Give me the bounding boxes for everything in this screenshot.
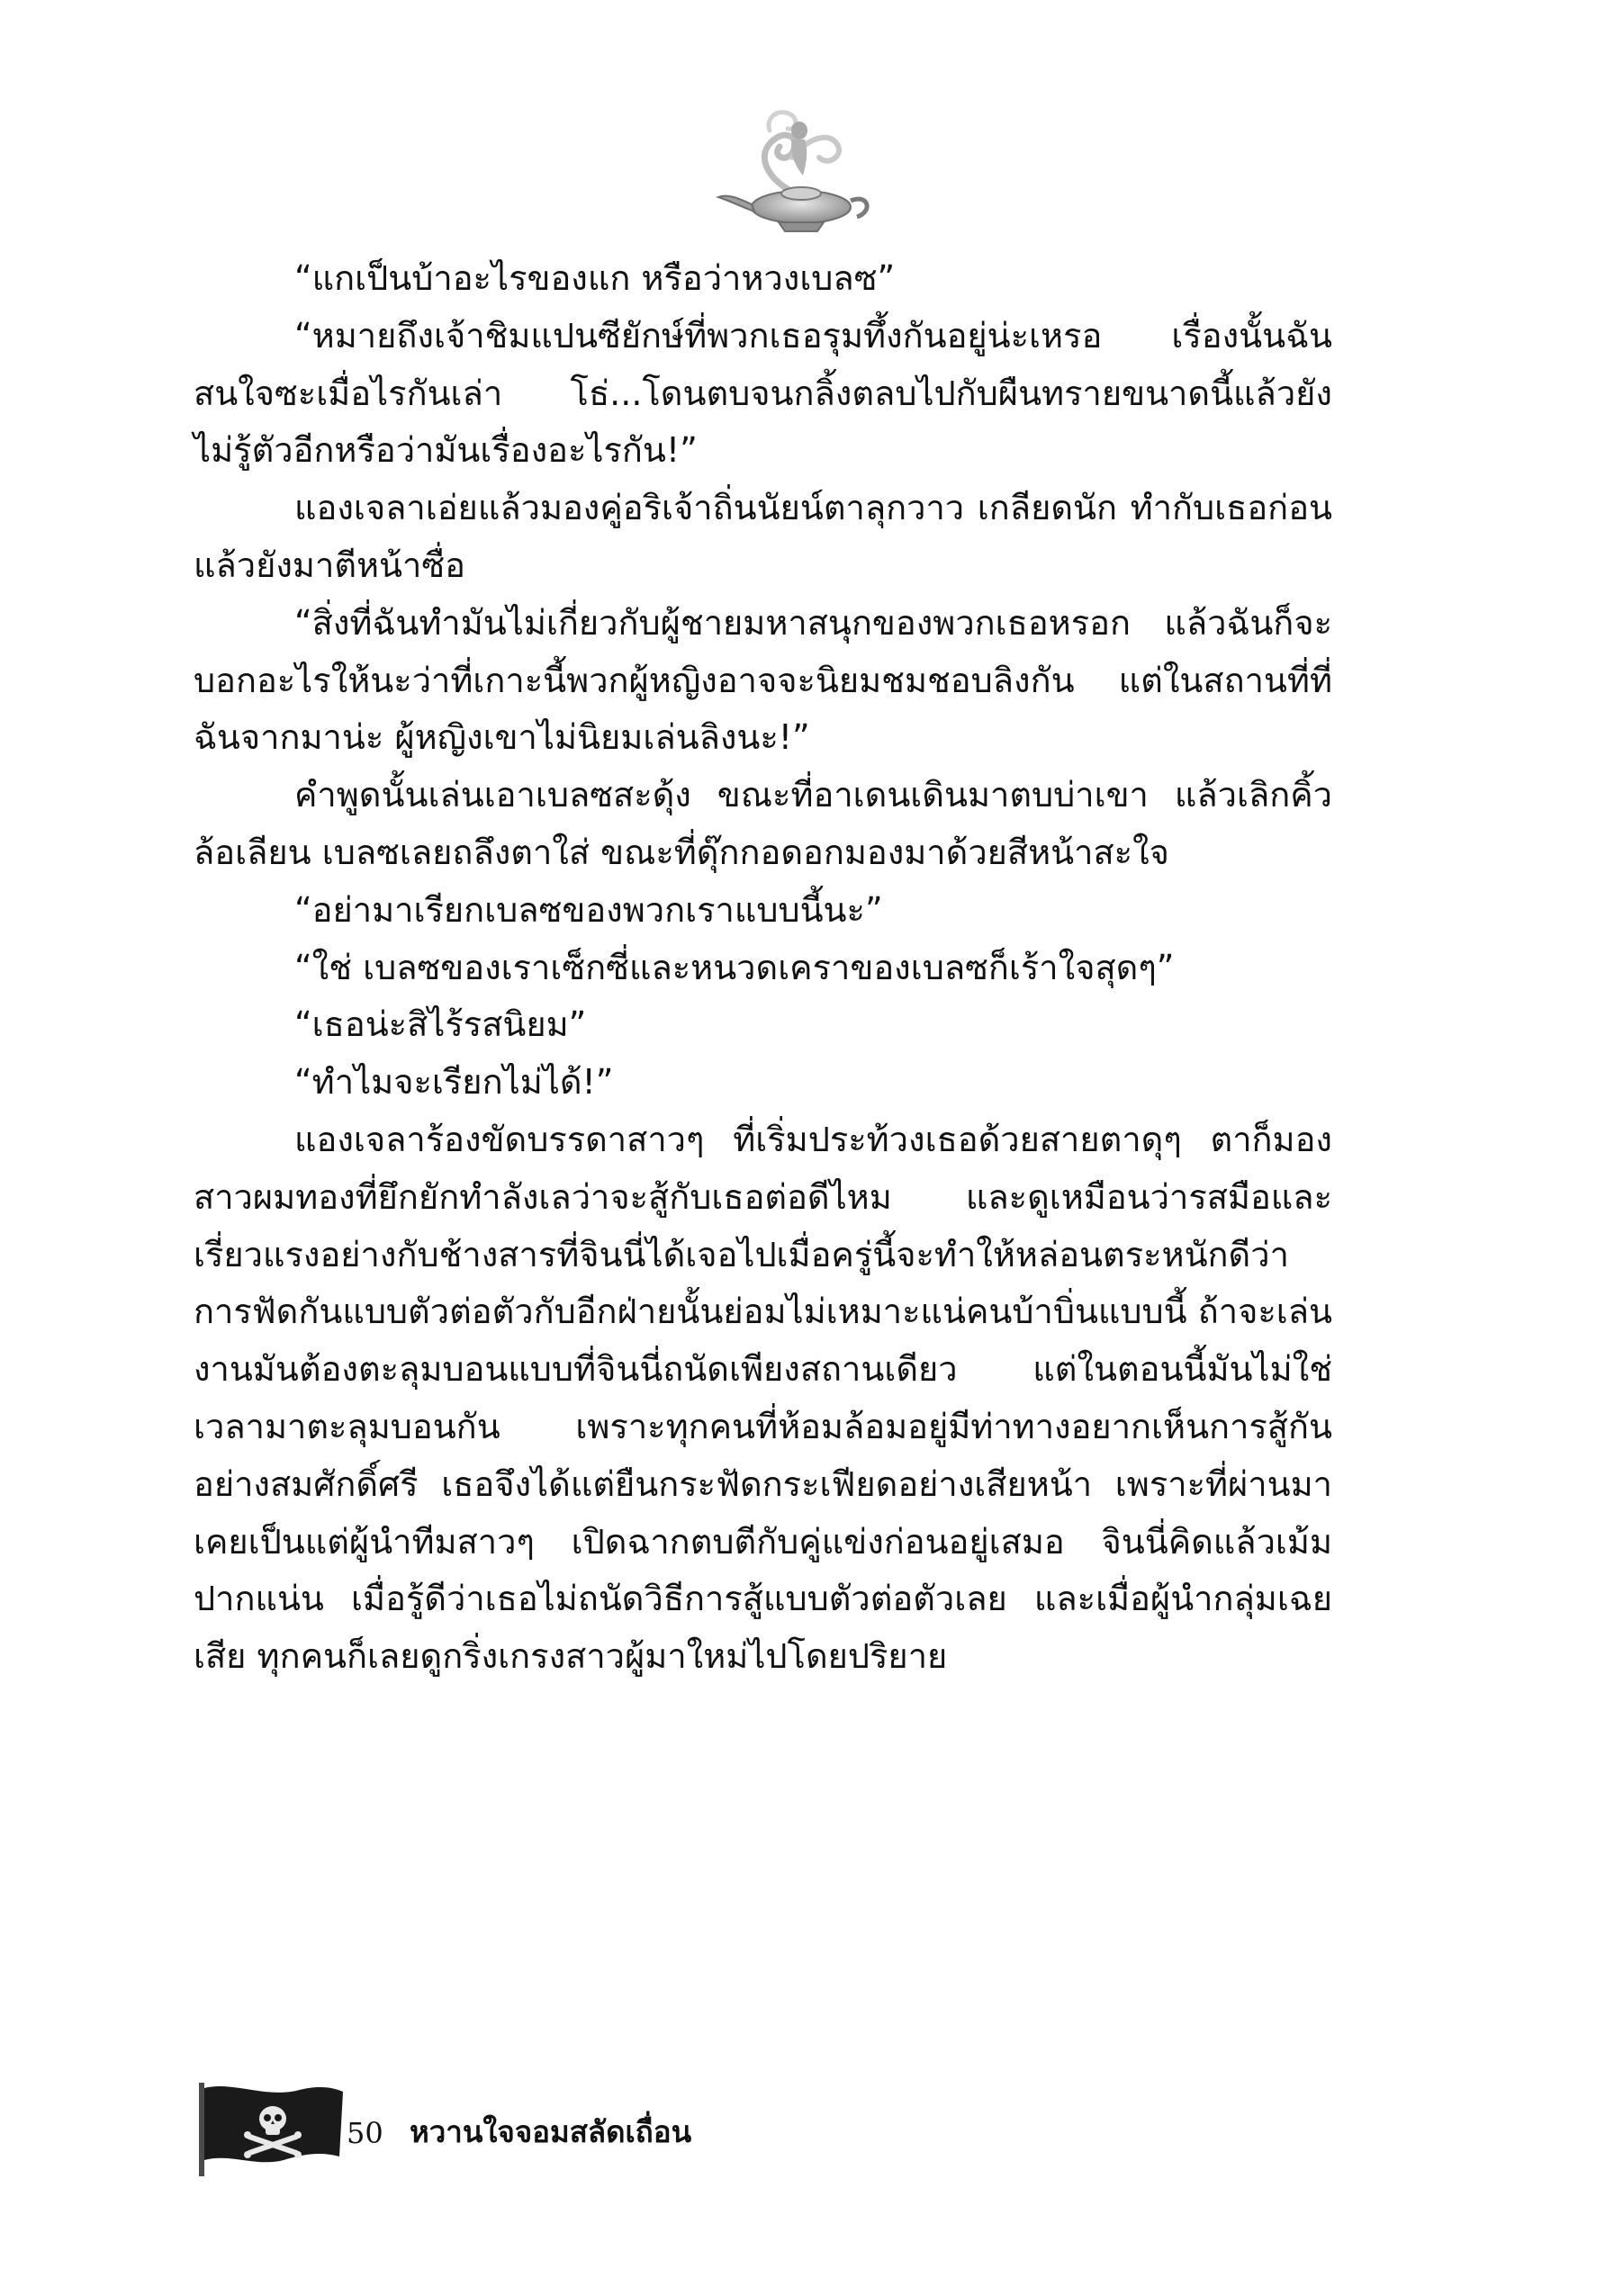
paragraph: แองเจลาเอ่ยแล้วมองคู่อริเจ้าถิ่นนัยน์ตาลุกวาว เกลียดนัก ทำกับเธอก่อน แล้วยังมาตีหน้าซื่อ xyxy=(194,488,1332,585)
pirate-flag-icon xyxy=(194,2079,347,2178)
paragraph: แองเจลาร้องขัดบรรดาสาวๆ ที่เริ่มประท้วงเธอด้วยสายตาดุๆ ตาก็มองสาวผมทองที่ยึกยักทำลังเลว่าจะสู้กับเธอต่อดีไหม และดูเหมือนว่ารสมือและเรี่ยวแรงอย่างกับช้างสารที่จินนี่ได้เจอไปเมื่อครู่นี้จะทำให้หล่อนตระหนักดีว่า การฟัดกันแบบตัวต่อตัวกับอีกฝ่ายนั้นย่อมไม่เหมาะแน่คนบ้าบิ่นแบบนี้ ถ้าจะเล่นงานมันต้องตะลุมบอนแบบที่จินนี่ถนัดเพียงสถานเดียว แต่ในตอนนี้มันไม่ใช่เวลามาตะลุมบอนกัน เพราะทุกคนที่ห้อมล้อมอยู่มีท่าทางอยากเห็นการสู้กันอย่างสมศักดิ์ศรี เธอจึงได้แต่ยืนกระฟัดกระเฟียดอย่างเสียหน้า เพราะที่ผ่านมาเคยเป็นแต่ผู้นำทีมสาวๆ เปิดฉากตบตีกับคู่แข่งก่อนอยู่เสมอ จินนี่คิดแล้วเม้มปากแน่น เมื่อรู้ดีว่าเธอไม่ถนัดวิธีการสู้แบบตัวต่อตัวเลย และเมื่อผู้นำกลุ่มเฉยเสีย ทุกคนก็เลยดูกริ่งเกรงสาวผู้มาใหม่ไปโดยปริยาย xyxy=(194,1119,1332,1677)
page-footer xyxy=(194,2079,1094,2187)
body-text xyxy=(194,250,1332,1686)
paragraph: “สิ่งที่ฉันทำมันไม่เกี่ยวกับผู้ชายมหาสนุกของพวกเธอหรอก แล้วฉันก็จะบอกอะไรให้นะว่าที่เกาะนี้พวกผู้หญิงอาจจะนิยมชมชอบลิงกัน แต่ในสถานที่ที่ฉันจากมาน่ะ ผู้หญิงเขาไม่นิยมเล่นลิงนะ!” xyxy=(194,602,1332,758)
paragraph: “อย่ามาเรียกเบลซของพวกเราแบบนี้นะ” xyxy=(294,889,883,930)
paragraph: “ทำไมจะเรียกไม่ได้!” xyxy=(294,1062,614,1103)
book-title: หวานใจจอมสลัดเถื่อน xyxy=(410,2114,692,2149)
paragraph: “แกเป็นบ้าอะไรของแก หรือว่าหวงเบลซ” xyxy=(294,258,896,298)
paragraph: “เธอน่ะสิไร้รสนิยม” xyxy=(294,1004,587,1045)
paragraph: คำพูดนั้นเล่นเอาเบลซสะดุ้ง ขณะที่อาเดนเดินมาตบบ่าเขา แล้วเลิกคิ้วล้อเลียน เบลซเลยถลึงตาใส่ ขณะที่ดุ๊กกอดอกมองมาด้วยสีหน้าสะใจ xyxy=(194,775,1332,872)
genie-lamp-icon xyxy=(702,104,882,239)
paragraph: “ใช่ เบลซของเราเซ็กซี่และหนวดเคราของเบลซก็เร้าใจสุดๆ” xyxy=(294,947,1175,987)
paragraph: “หมายถึงเจ้าชิมแปนซียักษ์ที่พวกเธอรุมทึ้งกันอยู่น่ะเหรอ เรื่องนั้นฉันสนใจซะเมื่อไรกันเล่า โธ่...โดนตบจนกลิ้งตลบไปกับผืนทรายขนาดนี้แล้วยังไม่รู้ตัวอีกหรือว่ามันเรื่องอะไรกัน!” xyxy=(194,315,1332,471)
page-number: 50 xyxy=(347,2116,383,2150)
